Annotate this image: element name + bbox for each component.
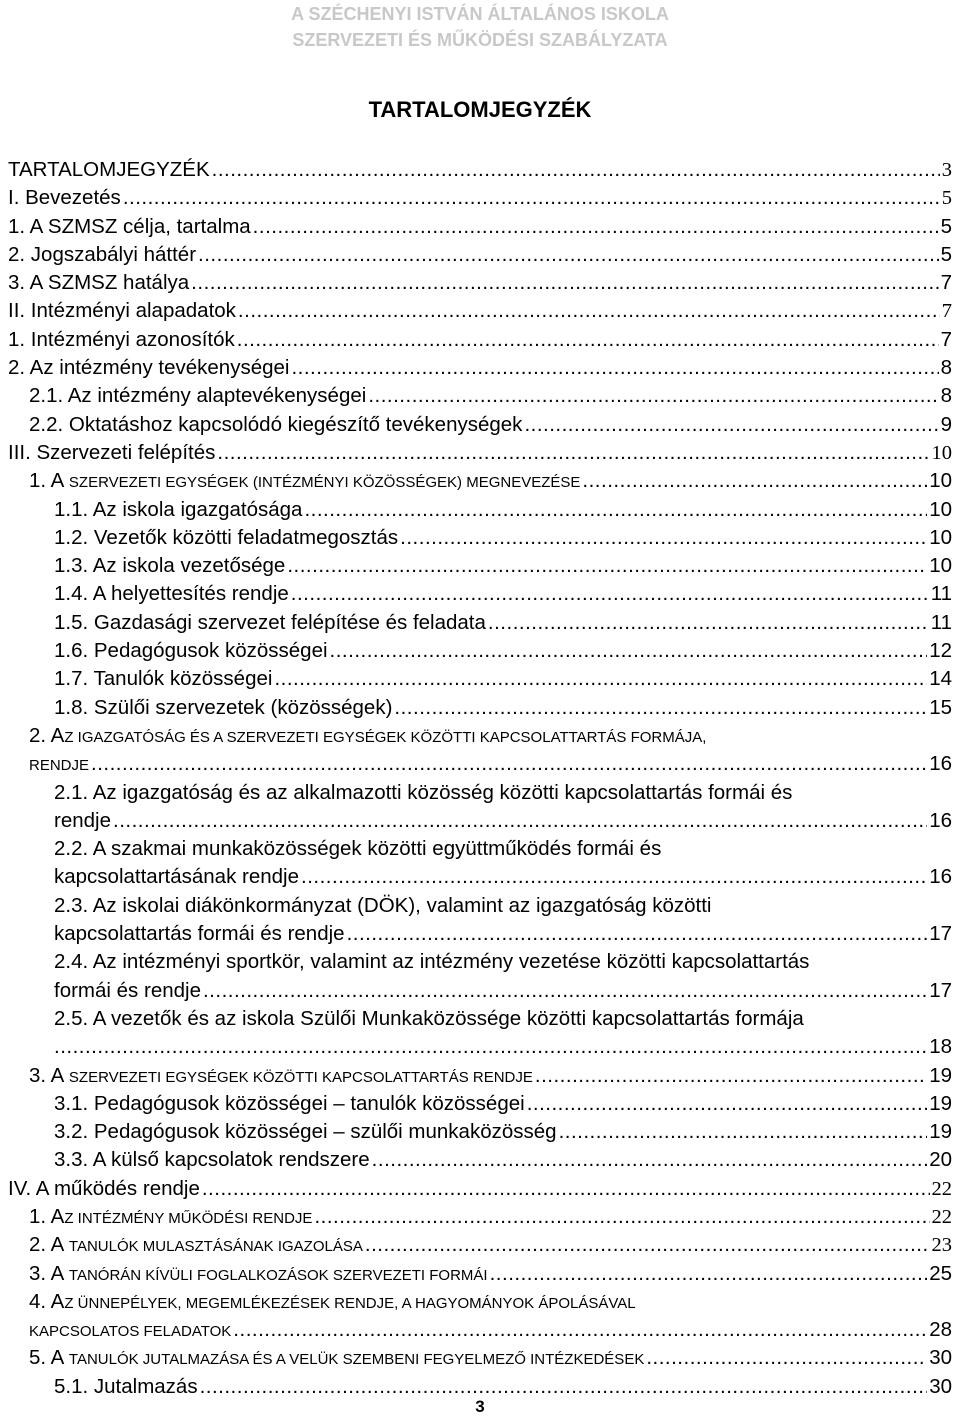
leader-dots — [304, 496, 927, 524]
leader-dots — [347, 920, 928, 948]
page-title: TARTALOMJEGYZÉK — [368, 97, 592, 122]
toc-entry[interactable] — [0, 1146, 960, 1174]
toc-page: 14 — [929, 667, 952, 691]
toc-entry[interactable] — [0, 1203, 960, 1231]
toc-label: formái és rendje — [54, 978, 201, 1002]
toc-label: III. Szervezeti felépítés — [8, 440, 216, 464]
toc-entry[interactable] — [0, 1090, 960, 1118]
toc-label: 2.1. Az intézmény alaptevékenységei — [29, 384, 367, 408]
leader-dots — [582, 467, 927, 495]
toc-label: 2. A TANULÓK MULASZTÁSÁNAK IGAZOLÁSA — [29, 1233, 363, 1257]
toc-label: TARTALOMJEGYZÉK — [8, 158, 210, 181]
toc-label: 5.1. Jutalmazás — [54, 1374, 198, 1398]
toc-label: rendje — [54, 808, 111, 832]
leader-dots — [233, 1316, 927, 1344]
toc-label: kapcsolattartásának rendje — [54, 865, 300, 889]
leader-dots — [198, 241, 939, 269]
toc-page: 23 — [931, 1234, 952, 1257]
toc-label: 2. Jogszabályi háttér — [8, 242, 197, 266]
toc-entry[interactable] — [0, 580, 960, 608]
toc-page: 5 — [941, 187, 952, 210]
toc-page: 11 — [930, 582, 952, 606]
toc-entry[interactable] — [0, 552, 960, 580]
toc-page: 28 — [929, 1318, 952, 1342]
leader-dots — [527, 1090, 928, 1118]
leader-dots — [191, 269, 938, 297]
toc-label: 1.1. Az iskola igazgatósága — [54, 497, 303, 521]
toc-entry[interactable] — [0, 241, 960, 269]
leader-dots — [330, 637, 928, 665]
toc-entry[interactable] — [0, 1005, 960, 1062]
toc-page: 19 — [929, 1091, 952, 1115]
leader-dots — [301, 863, 927, 891]
toc-entry[interactable] — [0, 1062, 960, 1090]
toc-page: 22 — [931, 1177, 952, 1200]
toc-label: 1.3. Az iskola vezetősége — [54, 554, 286, 578]
toc-page: 20 — [929, 1148, 952, 1172]
toc-label: 3.1. Pedagógusok közösségei – tanulók közösségei — [54, 1091, 525, 1115]
toc-page: 7 — [941, 300, 952, 323]
toc-page: 19 — [929, 1120, 952, 1144]
leader-dots — [238, 297, 940, 325]
header-school-name: A SZÉCHENYI ISTVÁN ÁLTALÁNOS ISKOLA — [291, 4, 669, 24]
toc-page: 7 — [940, 327, 952, 351]
leader-dots — [400, 524, 927, 552]
toc-page: 15 — [929, 695, 952, 719]
toc-entry[interactable] — [0, 637, 960, 665]
page-number: 3 — [475, 1397, 485, 1416]
toc-label: II. Intézményi alapadatok — [8, 299, 236, 323]
leader-dots — [535, 1062, 927, 1090]
toc-page: 10 — [929, 525, 952, 549]
leader-dots — [368, 382, 938, 410]
toc-entry[interactable] — [0, 1260, 960, 1288]
leader-dots — [202, 1175, 930, 1203]
toc-page: 19 — [929, 1063, 952, 1087]
toc-page: 11 — [930, 610, 952, 634]
leader-dots — [91, 750, 927, 778]
toc-entry[interactable] — [0, 665, 960, 693]
toc-label: 2.2. Oktatáshoz kapcsolódó kiegészítő tevékenységek — [29, 412, 523, 436]
toc-label-line: 2.2. A szakmai munkaközösségek közötti együttműködés formái és — [54, 837, 662, 861]
toc-label-line: 4. AZ ÜNNEPÉLYEK, MEGEMLÉKEZÉSEK RENDJE, A HAGYOMÁNYOK ÁPOLÁSÁVAL — [29, 1289, 636, 1313]
toc-entry[interactable] — [0, 1231, 960, 1259]
leader-dots — [287, 552, 927, 580]
toc-entry[interactable] — [0, 779, 960, 836]
toc-page: 10 — [929, 554, 952, 578]
toc-page: 10 — [929, 497, 952, 521]
toc-entry[interactable] — [0, 609, 960, 637]
toc-entry[interactable] — [0, 1344, 960, 1372]
table-of-contents — [0, 156, 960, 1401]
toc-page: 7 — [940, 271, 952, 295]
leader-dots — [54, 1033, 927, 1061]
toc-label: 1. A SZMSZ célja, tartalma — [8, 214, 251, 238]
toc-label-line: 2.4. Az intézményi sportkör, valamint az intézmény vezetése közötti kapcsolattartás — [54, 950, 810, 974]
toc-entry[interactable] — [0, 467, 960, 495]
toc-label: 2. Az intézmény tevékenységei — [8, 356, 290, 380]
toc-label: 1.7. Tanulók közösségei — [54, 667, 273, 691]
toc-entry[interactable] — [0, 354, 960, 382]
toc-page: 18 — [929, 1035, 952, 1059]
toc-page: 9 — [940, 412, 952, 436]
leader-dots — [253, 213, 939, 241]
leader-dots — [559, 1118, 928, 1146]
leader-dots — [314, 1203, 929, 1231]
leader-dots — [394, 694, 927, 722]
leader-dots — [123, 184, 940, 212]
leader-dots — [237, 326, 939, 354]
toc-page: 16 — [929, 808, 952, 832]
leader-dots — [212, 156, 940, 184]
toc-label: I. Bevezetés — [8, 186, 121, 210]
toc-page: 12 — [929, 639, 952, 663]
leader-dots — [488, 609, 929, 637]
leader-dots — [524, 411, 938, 439]
toc-label-line: 2.5. A vezetők és az iskola Szülői Munkaközössége közötti kapcsolattartás formája — [54, 1006, 804, 1030]
toc-label: 1.6. Pedagógusok közösségei — [54, 639, 328, 663]
toc-page: 22 — [931, 1205, 952, 1228]
toc-entry[interactable] — [0, 496, 960, 524]
toc-label: 3. A SZMSZ hatálya — [8, 271, 190, 295]
leader-dots — [372, 1146, 928, 1174]
header-document-name: SZERVEZETI ÉS MŰKÖDÉSI SZABÁLYZATA — [292, 30, 668, 50]
leader-dots — [274, 665, 927, 693]
toc-entry[interactable] — [0, 1288, 960, 1345]
leader-dots — [646, 1344, 927, 1372]
toc-label: 1. AZ INTÉZMÉNY MŰKÖDÉSI RENDJE — [29, 1204, 313, 1228]
toc-label-line: 2. AZ IGAZGATÓSÁG ÉS A SZERVEZETI EGYSÉGEK KÖZÖTTI KAPCSOLATTARTÁS FORMÁJA, — [29, 723, 707, 747]
toc-entry[interactable] — [0, 722, 960, 779]
toc-label: 3. A SZERVEZETI EGYSÉGEK KÖZÖTTI KAPCSOLATTARTÁS RENDJE — [29, 1063, 533, 1087]
leader-dots — [113, 807, 927, 835]
toc-label: 1. Intézményi azonosítók — [8, 327, 235, 351]
toc-page: 25 — [929, 1261, 952, 1285]
toc-entry[interactable] — [0, 156, 960, 184]
toc-entry[interactable] — [0, 694, 960, 722]
leader-dots — [365, 1231, 930, 1259]
toc-entry[interactable] — [0, 213, 960, 241]
toc-label: 1.2. Vezetők közötti feladatmegosztás — [54, 525, 399, 549]
toc-label: 5. A TANULÓK JUTALMAZÁSA ÉS A VELÜK SZEMBENI FEGYELMEZŐ INTÉZKEDÉSEK — [29, 1346, 645, 1370]
toc-entry[interactable] — [0, 411, 960, 439]
leader-dots — [291, 354, 938, 382]
toc-entry[interactable] — [0, 835, 960, 892]
toc-page: 30 — [929, 1374, 952, 1398]
toc-page: 5 — [940, 242, 952, 266]
leader-dots — [203, 977, 927, 1005]
toc-label: 1. A SZERVEZETI EGYSÉGEK (INTÉZMÉNYI KÖZÖSSÉGEK) MEGNEVEZÉSE — [29, 469, 581, 493]
toc-label: 3.3. A külső kapcsolatok rendszere — [54, 1148, 370, 1172]
toc-page: 10 — [931, 441, 952, 464]
leader-dots — [490, 1260, 928, 1288]
leader-dots — [291, 580, 929, 608]
toc-entry[interactable] — [0, 439, 960, 467]
toc-page: 30 — [929, 1346, 952, 1370]
toc-label-line: 2.3. Az iskolai diákönkormányzat (DÖK), valamint az igazgatóság közötti — [54, 893, 712, 917]
toc-page: 10 — [929, 469, 952, 493]
toc-entry[interactable] — [0, 892, 960, 949]
toc-label: IV. A működés rendje — [8, 1176, 200, 1200]
toc-label: RENDJE — [29, 757, 90, 775]
toc-entry[interactable] — [0, 184, 960, 212]
toc-page: 5 — [940, 214, 952, 238]
toc-label: 3.2. Pedagógusok közösségei – szülői munkaközösség — [54, 1120, 557, 1144]
toc-entry[interactable] — [0, 326, 960, 354]
toc-page: 8 — [940, 384, 952, 408]
toc-page: 3 — [941, 159, 952, 181]
toc-page: 8 — [940, 356, 952, 380]
toc-label-line: 2.1. Az igazgatóság és az alkalmazotti közösség közötti kapcsolattartás formái és — [54, 780, 793, 804]
toc-entry[interactable] — [0, 382, 960, 410]
toc-page: 16 — [929, 865, 952, 889]
toc-page: 16 — [929, 752, 952, 776]
toc-entry[interactable] — [0, 948, 960, 1005]
toc-label: 3. A TANÓRÁN KÍVÜLI FOGLALKOZÁSOK SZERVEZETI FORMÁI — [29, 1261, 488, 1285]
toc-label: kapcsolattartás formái és rendje — [54, 922, 345, 946]
toc-label: 1.5. Gazdasági szervezet felépítése és feladata — [54, 610, 486, 634]
toc-label: 1.8. Szülői szervezetek (közösségek) — [54, 695, 393, 719]
toc-entry[interactable] — [0, 269, 960, 297]
toc-label: 1.4. A helyettesítés rendje — [54, 582, 289, 606]
toc-page: 17 — [929, 922, 952, 946]
toc-entry[interactable] — [0, 1175, 960, 1203]
toc-entry[interactable] — [0, 297, 960, 325]
toc-page: 17 — [929, 978, 952, 1002]
toc-entry[interactable] — [0, 1118, 960, 1146]
toc-label: KAPCSOLATOS FELADATOK — [29, 1323, 232, 1341]
leader-dots — [217, 439, 929, 467]
toc-entry[interactable] — [0, 524, 960, 552]
